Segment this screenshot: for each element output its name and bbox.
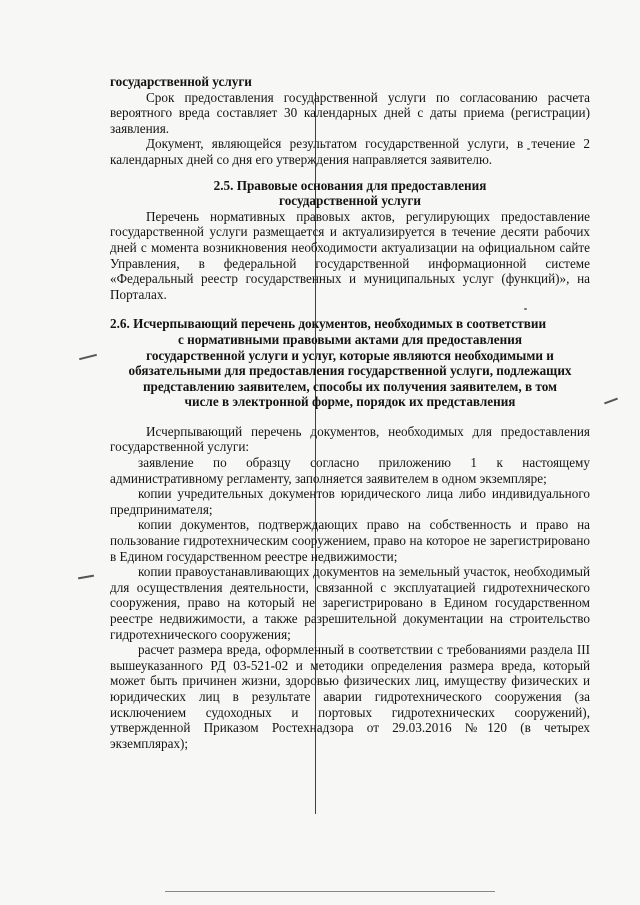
section-2-5-title-line1: 2.5. Правовые основания для предоставления [213, 177, 487, 193]
section-2-5-title-line2: государственной услуги [279, 193, 421, 209]
document-body [110, 74, 590, 751]
margin-mark [604, 398, 618, 405]
paragraph-srok: Срок предоставления государственной услуги по согласованию расчета вероятного вреда составляет 30 календарных дней с даты приема (регистрации) заявления. [110, 89, 590, 136]
intro-heading-fragment: государственной услуги [110, 74, 252, 89]
section-2-6-title-line6: числе в электронной форме, порядок их представления [184, 394, 516, 410]
margin-mark [78, 575, 94, 580]
section-2-6-title-line3: государственной услуги и услуг, которые являются необходимыми и [146, 347, 554, 363]
section-2-6-title-line2: с нормативными правовыми актами для предоставления [177, 331, 522, 347]
list-item: копии документов, подтверждающих право на собственность и право на пользование гидротехническим сооружением, право на которое не зарегистрировано в Едином государственном реестре недвижимости; [110, 517, 590, 564]
paragraph-ischerpyvayushchiy: Исчерпывающий перечень документов, необходимых для предоставления государственной услуги: [110, 423, 590, 455]
scan-bottom-line [165, 891, 495, 892]
list-item: копии учредительных документов юридического лица либо индивидуального предпринимателя; [110, 486, 590, 517]
paragraph-perechen: Перечень нормативных правовых актов, регулирующих предоставление государственной услуги размещается и актуализируется в течение десяти рабочих дней с момента возникновения необходимости актуализации на официальном сайте Управления, в федеральной государственной информационной системе «Федеральный реестр государственных и муниципальных услуг (функций)», на Порталах. [110, 208, 590, 302]
paragraph-dokument: Документ, являющейся результатом государственной услуги, в течение 2 календарных дней со дня его утверждения направляется заявителю. [110, 136, 590, 167]
margin-mark [79, 354, 97, 360]
section-2-6-title-line4: обязательными для предоставления государственной услуги, подлежащих [128, 363, 572, 379]
list-item: заявление по образцу согласно приложению 1 к настоящему административному регламенту, заполняется заявителем в одном экземпляре; [110, 455, 590, 486]
section-2-6-title-line1: 2.6. Исчерпывающий перечень документов, необходимых в соответствии [110, 316, 547, 332]
list-item: расчет размера вреда, оформленный в соответствии с требованиями раздела III вышеуказанного РД 03-521-02 и методики определения размера вреда, который может быть причинен жизни, здоровью физических лиц, имуществу физических и юридических лиц в результате аварии гидротехнического сооружения (за исключением судоходных и портовых гидротехнических сооружений), утвержденной Приказом Ростехнадзора от 29.03.2016 №120 (в четырех экземплярах); [110, 642, 590, 751]
section-2-6-title-line5: представлению заявителем, способы их получения заявителем, в том [142, 378, 558, 394]
list-item: копии правоустанавливающих документов на земельный участок, необходимый для осуществления деятельности, связанной с эксплуатацией гидротехнического сооружения, право на который не зарегистрировано в Едином государственном реестре недвижимости, а также разрешительной документации на строительство гидротехнического сооружения; [110, 564, 590, 642]
